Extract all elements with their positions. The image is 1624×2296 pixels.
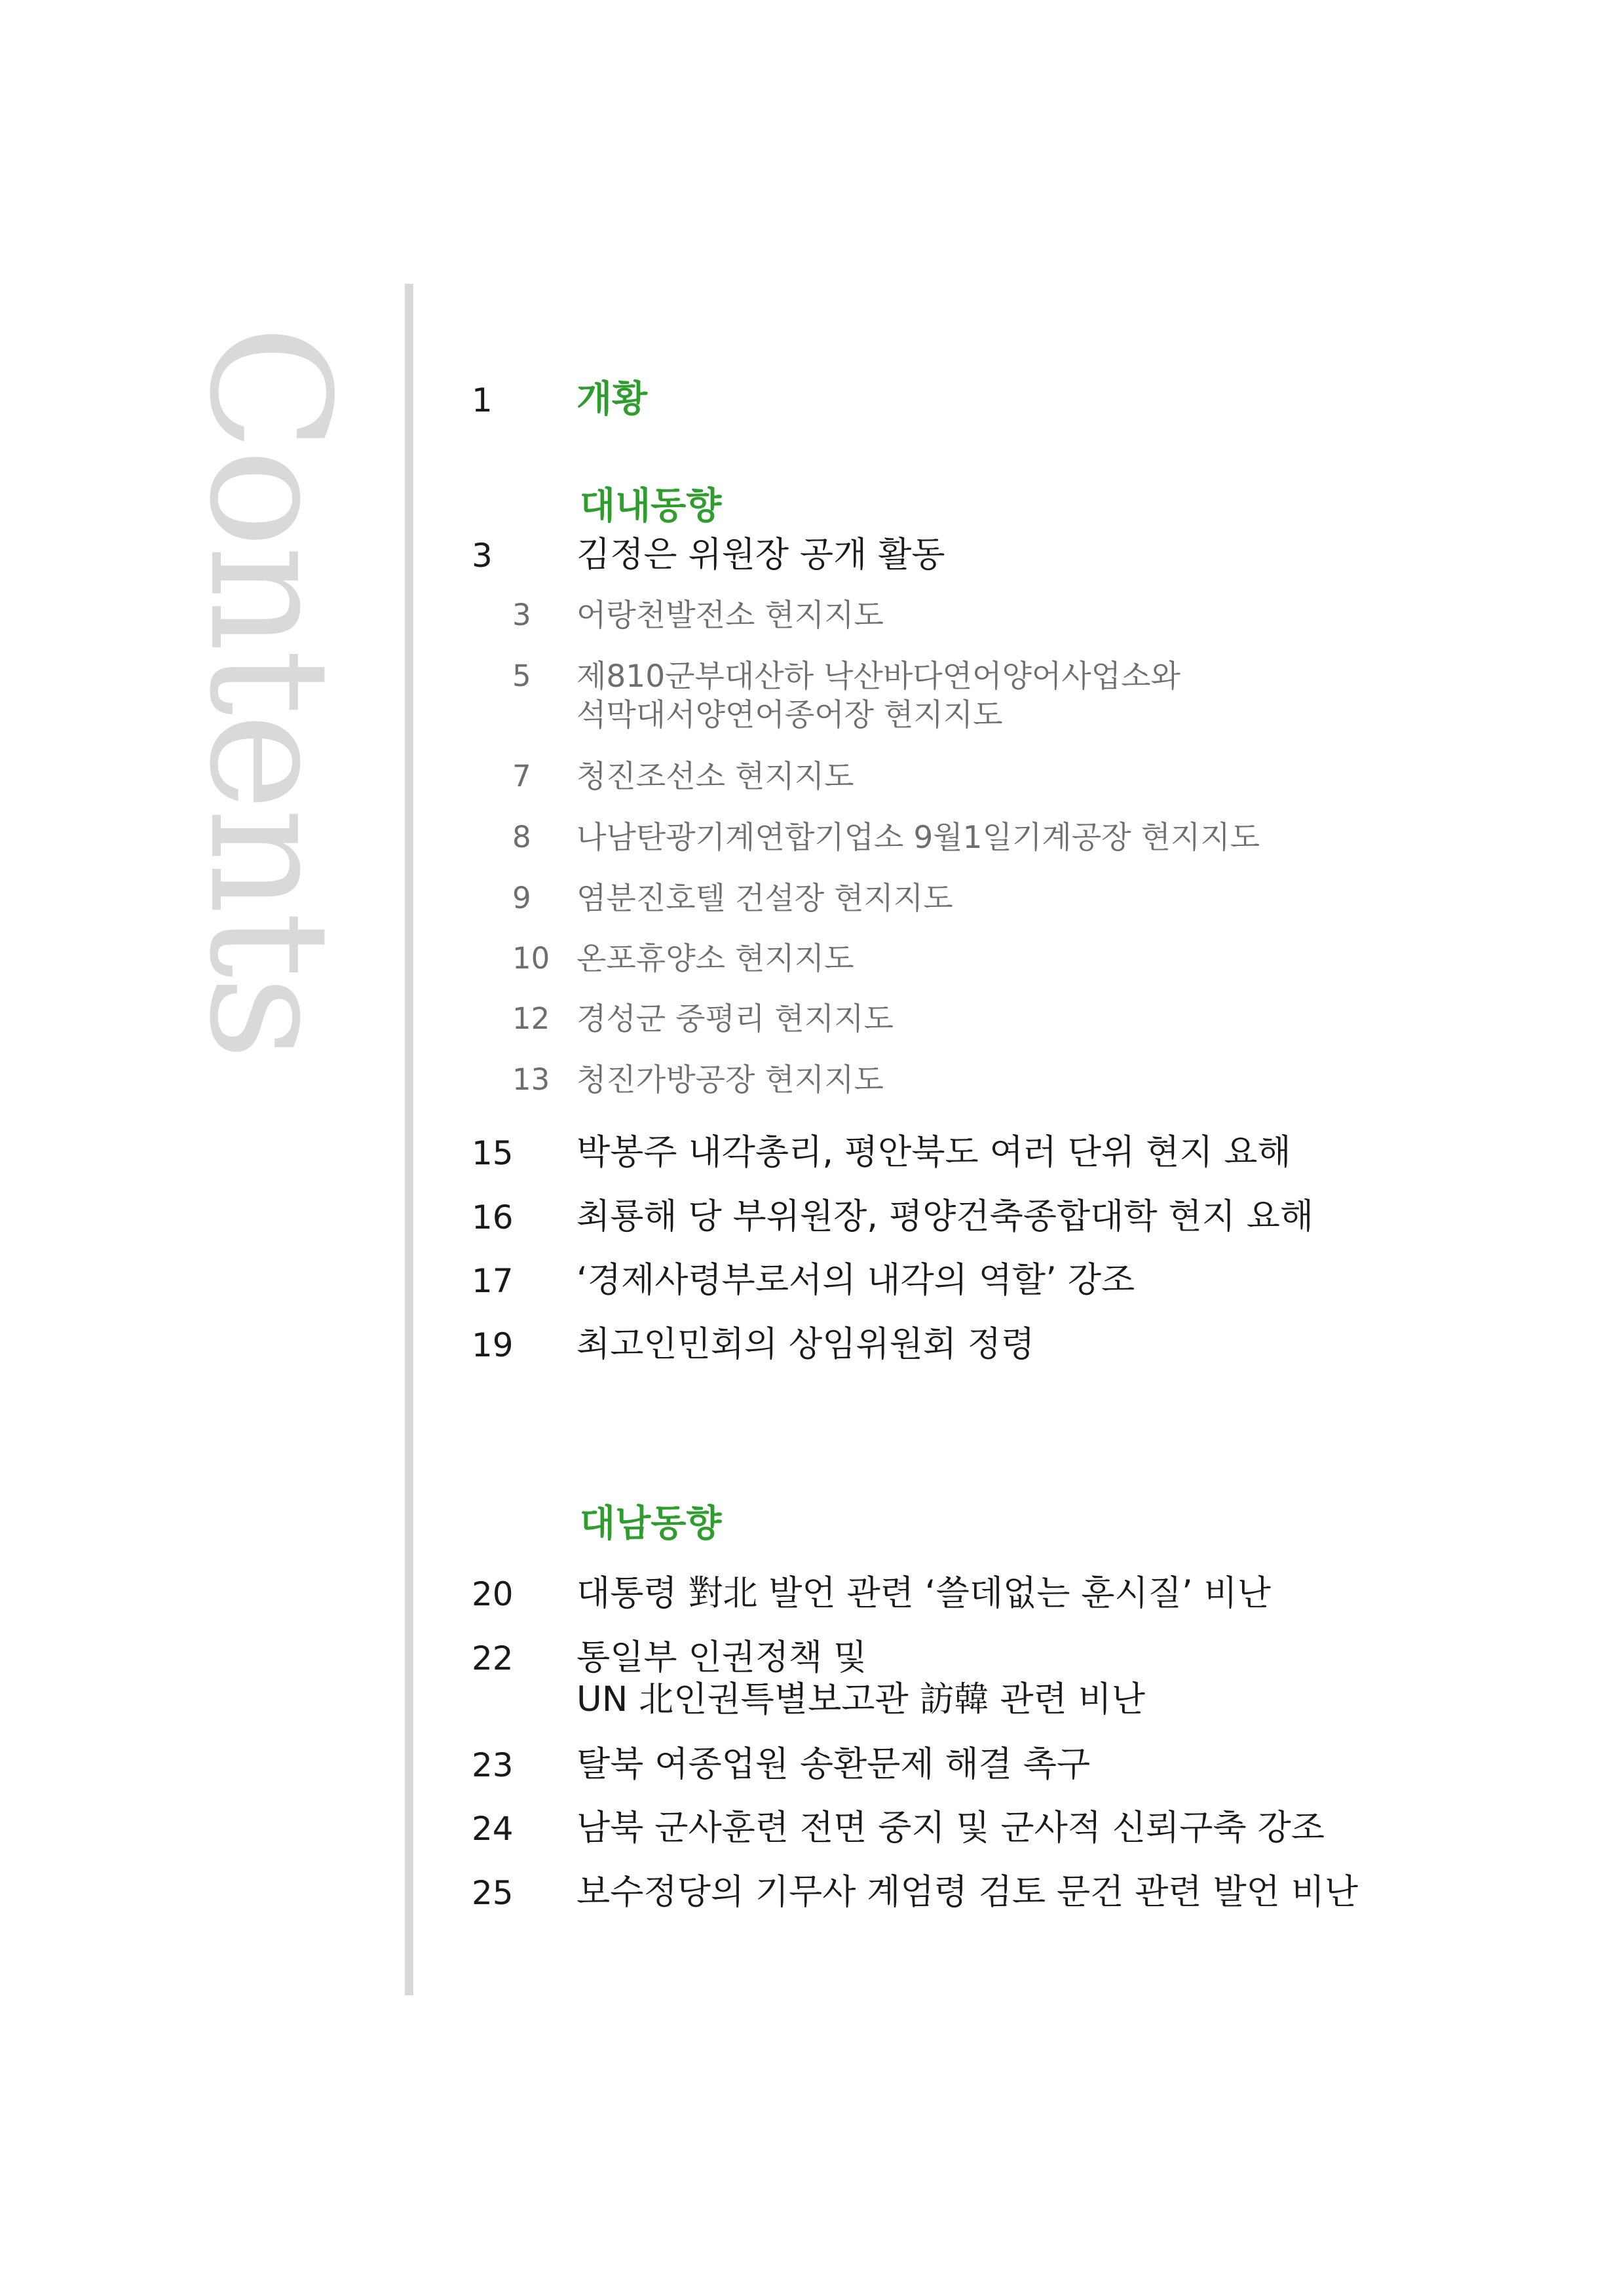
entry-title: 최고인민회의 상임위원회 정령 <box>576 1324 1035 1364</box>
page-number: 9 <box>512 881 531 915</box>
entry-title: 박봉주 내각총리, 평안북도 여러 단위 현지 요해 <box>576 1132 1291 1172</box>
page-number: 1 <box>472 381 493 419</box>
page-number: 25 <box>472 1874 514 1912</box>
page-number: 10 <box>512 941 550 976</box>
entry-title: 어랑천발전소 현지지도 <box>576 598 884 634</box>
page-number: 16 <box>472 1198 514 1236</box>
page-number: 12 <box>512 1001 550 1036</box>
entry-title: 남북 군사훈련 전면 중지 및 군사적 신뢰구축 강조 <box>576 1808 1325 1848</box>
entry-title: 경성군 중평리 현지지도 <box>576 1001 894 1037</box>
page-number: 3 <box>512 598 531 632</box>
page-number: 8 <box>512 820 531 854</box>
contents-word: Contents <box>173 324 365 1058</box>
entry-title: 청진가방공장 현지지도 <box>576 1062 884 1098</box>
entry-title: 보수정당의 기무사 계엄령 검토 문건 관련 발언 비난 <box>576 1872 1359 1912</box>
page-number: 3 <box>472 537 493 575</box>
entry-title: 대통령 對北 발언 관련 ‘쓸데없는 훈시질’ 비난 <box>576 1573 1271 1613</box>
entry-title: 탈북 여종업원 송환문제 해결 촉구 <box>576 1744 1091 1784</box>
page-number: 13 <box>512 1062 550 1097</box>
entry-title: 최룡해 당 부위원장, 평양건축종합대학 현지 요해 <box>576 1196 1314 1236</box>
entry-title: 김정은 위원장 공개 활동 <box>576 535 945 575</box>
entry-title: 온포휴양소 현지지도 <box>576 941 854 977</box>
page-number: 24 <box>472 1810 514 1848</box>
entry-title: ‘경제사령부로서의 내각의 역할’ 강조 <box>576 1260 1135 1300</box>
page-number: 22 <box>472 1639 514 1677</box>
page-number: 20 <box>472 1575 514 1613</box>
entry-title-line-1: 통일부 인권정책 및 <box>576 1637 867 1677</box>
page-number: 19 <box>472 1326 514 1364</box>
entry-title-line-2: 석막대서양연어종어장 현지지도 <box>576 697 1003 733</box>
entry-title-line-1: 제810군부대산하 낙산바다연어양어사업소와 <box>576 659 1180 695</box>
section-heading-south: 대남동향 <box>580 1502 722 1545</box>
entry-title: 청진조선소 현지지도 <box>576 759 854 795</box>
page-number: 5 <box>512 659 531 693</box>
page-number: 17 <box>472 1262 514 1300</box>
entry-title: 염분진호텔 건설장 현지지도 <box>576 881 953 917</box>
overview-title: 개황 <box>576 378 648 421</box>
page-number: 7 <box>512 759 531 794</box>
section-heading-domestic: 대내동향 <box>580 485 722 527</box>
page-number: 23 <box>472 1746 514 1784</box>
page-number: 15 <box>472 1134 514 1172</box>
entry-title: 나남탄광기계연합기업소 9월1일기계공장 현지지도 <box>576 820 1260 856</box>
entry-title-line-2: UN 北인권특별보고관 訪韓 관련 비난 <box>576 1679 1146 1719</box>
